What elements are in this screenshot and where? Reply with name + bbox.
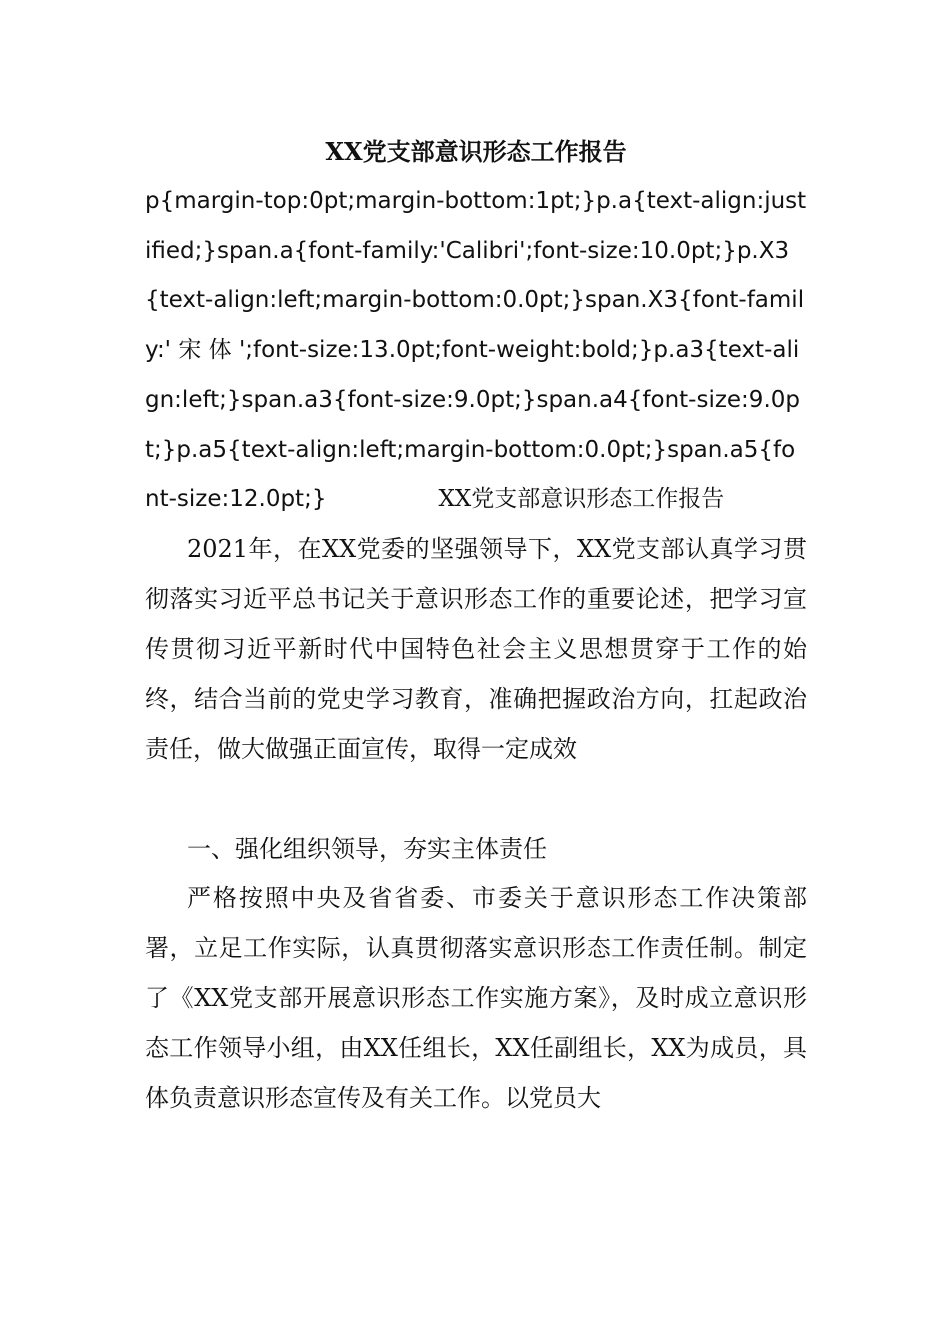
paragraph-spacer <box>145 774 807 824</box>
intro-paragraph: 2021年，在XX党委的坚强领导下，XX党支部认真学习贯彻落实习近平总书记关于意识形态工作的重要论述，把学习宣传贯彻习近平新时代中国特色社会主义思想贯穿于工作的始终，结合当前的党史学习教育，准确把握政治方向，扛起政治责任，做大做强正面宣传，取得一定成效 <box>145 534 807 763</box>
css-residue-block <box>145 177 807 525</box>
inline-document-title: XX党支部意识形态工作报告 <box>438 486 725 513</box>
section-1-paragraph: 严格按照中央及省省委、市委关于意识形态工作决策部署，立足工作实际，认真贯彻落实意识形态工作责任制。制定了《XX党支部开展意识形态工作实施方案》，及时成立意识形态工作领导小组，由XX任组长，XX任副组长，XX为成员，具体负责意识形态宣传及有关工作。以党员大 <box>145 884 807 1113</box>
document-page <box>145 127 807 1124</box>
document-title: XX党支部意识形态工作报告 <box>325 137 627 166</box>
css-residue-text: p{margin-top:0pt;margin-bottom:1pt;}p.a{text-align:justified;}span.a{font-family:'Calibri';font-size:10.0pt;}p.X3{text-align:left;margin-bottom:0.0pt;}span.X3{font-family:' 宋 体 ';font-size:13.0pt;font-weight:bold;}p.a3{text-align:left;}span.a3{font-size:9.0pt;}span.a4{font-size:9.0pt;}p.a5{text-align:left;margin-bottom:0.0pt;}span.a5{font-size:12.0pt;} <box>145 188 807 513</box>
section-1-heading: 一、强化组织领导，夯实主体责任 <box>187 835 547 864</box>
